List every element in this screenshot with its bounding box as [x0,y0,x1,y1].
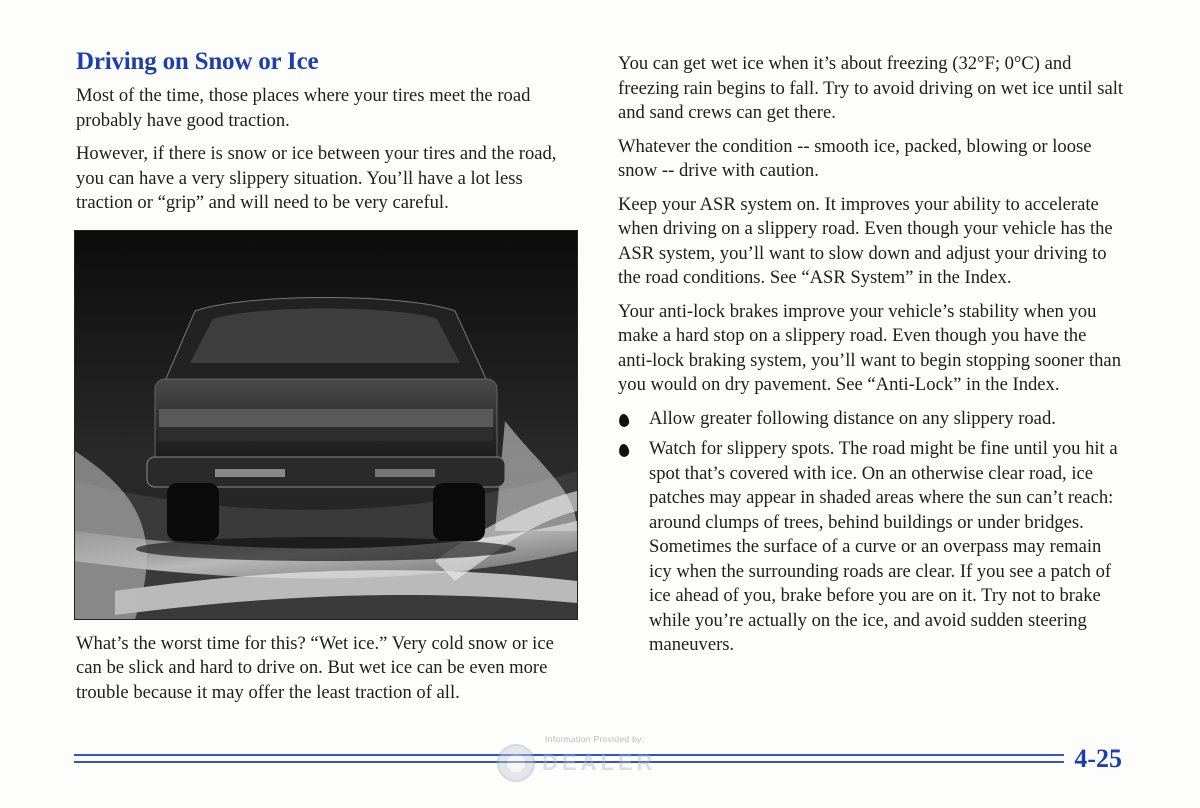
car-on-ice-illustration [74,230,578,620]
paragraph-slippery: However, if there is snow or ice between your tires and the road, you can have a very slippery situation. You’ll have a lot less traction or “grip” and will need to be very careful. [76,143,557,213]
watermark-logo-text: DEALER [542,750,657,775]
watermark-caption: Information Provided by: [545,734,645,744]
page-number: 4-25 [1074,744,1122,773]
bullet-icon [618,443,630,457]
left-column [76,48,576,714]
right-column [618,52,1124,664]
paragraph-condition: Whatever the condition -- smooth ice, packed, blowing or loose snow -- drive with caution. [618,135,1092,181]
paragraph-anti-lock: Your anti-lock brakes improve your vehicle’s stability when you make a hard stop on a slippery road. Even though you have the anti-lock braking system, you’ll want to begin stopping sooner than you would on dry pavement. See “Anti-Lock” in the Index. [618,300,1121,395]
list-item [618,437,1124,658]
list-item [618,407,1124,432]
paragraph-wet-ice: What’s the worst time for this? “Wet ice.” Very cold snow or ice can be slick and hard to drive on. But wet ice can be even more trouble because it may offer the least traction of all. [76,632,554,703]
tips-list [618,407,1124,658]
paragraph-freezing: You can get wet ice when it’s about freezing (32°F; 0°C) and freezing rain begins to fall. Try to avoid driving on wet ice until salt and sand crews can get there. [618,53,1124,123]
bullet-text: Allow greater following distance on any slippery road. [649,407,1056,429]
section-title: Driving on Snow or Ice [76,48,319,75]
dealer-logo-icon [496,740,696,786]
bullet-icon [618,413,630,427]
bullet-text: Watch for slippery spots. The road might be fine until you hit a spot that’s covered with ice. On an otherwise clear road, ice patches may appear in shaded areas where the sun can’t reach: around clumps of trees, behind buildings or under bridges. Sometimes the surface of a curve or an overpass may remain icy when the surrounding roads are clear. If you see a patch of ice ahead of you, brake before you are on it. Try not to brake while you’re actually on the ice, and avoid sudden steering maneuvers. [649,438,1118,655]
paragraph-asr: Keep your ASR system on. It improves your ability to accelerate when driving on a slippery road. Even though your vehicle has the ASR system, you’ll want to slow down and adjust your driving to the road conditions. See “ASR System” in the Index. [618,193,1113,288]
paragraph-traction: Most of the time, those places where your tires meet the road probably have good traction. [76,85,531,131]
